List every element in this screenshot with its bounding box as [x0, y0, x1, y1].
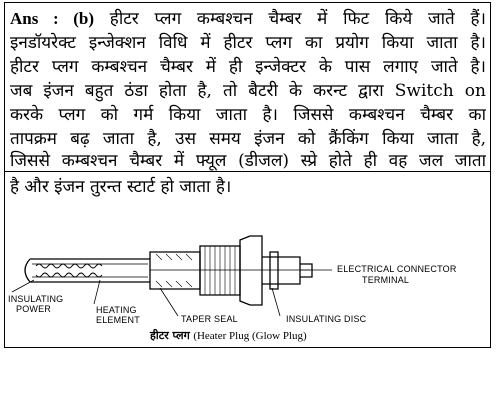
caption-hindi: हीटर प्लग [150, 329, 190, 342]
answer-line-7: जिससे कम्बश्चन चैम्बर में फ्यूल (डीजल) स्प्रे होते ही वह जल जाता [10, 151, 486, 171]
label-insulating-disc: INSULATING DISC [286, 314, 367, 324]
answer-line-1: Ans : (b) हीटर प्लग कम्बश्चन चैम्बर में फिट किये जाते हैं। [10, 9, 486, 29]
answer-label: Ans : (b) [10, 9, 95, 28]
glow-plug-diagram [0, 222, 496, 342]
label-taper-seal: TAPER SEAL [181, 314, 238, 324]
answer-line-2: इनडॉयरेक्ट इन्जेक्शन विधि में हीटर प्लग का प्रयोग किया जाता है। [10, 33, 486, 53]
label-insulating: INSULATING [8, 294, 64, 304]
label-power: POWER [16, 304, 52, 314]
label-heating: HEATING [96, 305, 137, 315]
label-element: ELEMENT [96, 315, 140, 325]
diagram-caption [150, 328, 307, 343]
answer-line-8: है और इंजन तुरन्त स्टार्ट हो जाता है। [10, 177, 232, 197]
answer-line-3: हीटर प्लग कम्बश्चन चैम्बर में ही इन्जेक्टर के पास लगाए जाते है। [10, 57, 486, 77]
label-terminal: TERMINAL [362, 275, 410, 285]
label-electrical-connector: ELECTRICAL CONNECTOR [337, 264, 457, 274]
answer-line-5: करके प्लग को गर्म किया जाता है। जिससे कम्बश्चन चैम्बर का [10, 105, 486, 125]
caption-english: (Heater Plug (Glow Plug) [193, 330, 307, 342]
answer-line-6: तापक्रम बढ़ जाता है, उस समय इंजन को क्रैंकिंग किया जाता है, [10, 129, 486, 149]
answer-line-4: जब इंजन बहुत ठंडा होता है, तो बैटरी के करन्ट द्वारा Switch on [10, 81, 486, 101]
